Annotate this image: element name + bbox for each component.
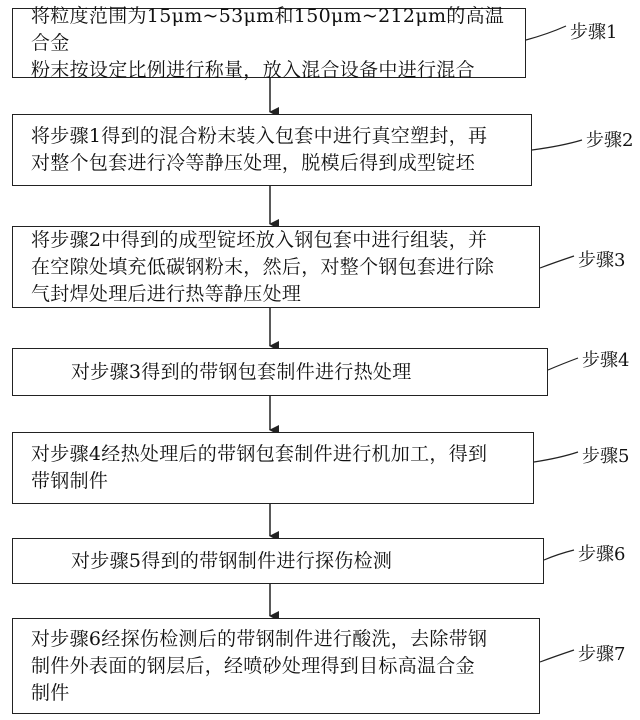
step-6-box <box>12 538 544 584</box>
step-7-label: 步骤7 <box>578 644 626 665</box>
step-1-text: 将粒度范围为15μm~53μm和150μm~212μm的高温合金 粉末按设定比例进行称量，放入混合设备中进行混合 <box>31 4 505 81</box>
step-2-box <box>12 114 532 186</box>
step-7-box <box>12 618 540 714</box>
step-4-label: 步骤4 <box>582 350 630 371</box>
leader-line-step-6 <box>544 550 574 560</box>
step-3-label: 步骤3 <box>578 250 626 271</box>
step-5-box <box>12 432 534 504</box>
step-5-text: 对步骤4经热处理后的带钢包套制件进行机加工，得到 带钢制件 <box>31 443 488 492</box>
step-1-label: 步骤1 <box>570 22 618 43</box>
leader-line-step-7 <box>540 650 574 662</box>
step-6-label: 步骤6 <box>578 544 626 565</box>
leader-line-step-3 <box>540 256 574 268</box>
step-2-text: 将步骤1得到的混合粉末装入包套中进行真空塑封，再 对整个包套进行冷等静压处理，脱模后得到成型锭坯 <box>31 125 488 174</box>
step-3-text: 将步骤2中得到的成型锭坯放入钢包套中进行组装，并 在空隙处填充低碳钢粉末，然后，对整个钢包套进行除 气封焊处理后进行热等静压处理 <box>31 228 495 305</box>
step-1-box <box>12 4 526 81</box>
step-6-text: 对步骤5得到的带钢制件进行探伤检测 <box>71 549 393 572</box>
step-2-label: 步骤2 <box>586 130 634 151</box>
step-4-box <box>12 348 548 396</box>
step-7-text: 对步骤6经探伤检测后的带钢制件进行酸洗，去除带钢 制件外表面的钢层后，经喷砂处理得到目标高温合金 制件 <box>31 627 488 704</box>
step-3-box <box>12 226 540 308</box>
step-5-label: 步骤5 <box>582 446 630 467</box>
step-4-text: 对步骤3得到的带钢包套制件进行热处理 <box>71 360 412 383</box>
leader-line-step-2 <box>532 140 582 150</box>
leader-line-step-5 <box>534 452 578 462</box>
leader-line-step-1 <box>526 26 566 40</box>
leader-line-step-4 <box>548 358 578 370</box>
